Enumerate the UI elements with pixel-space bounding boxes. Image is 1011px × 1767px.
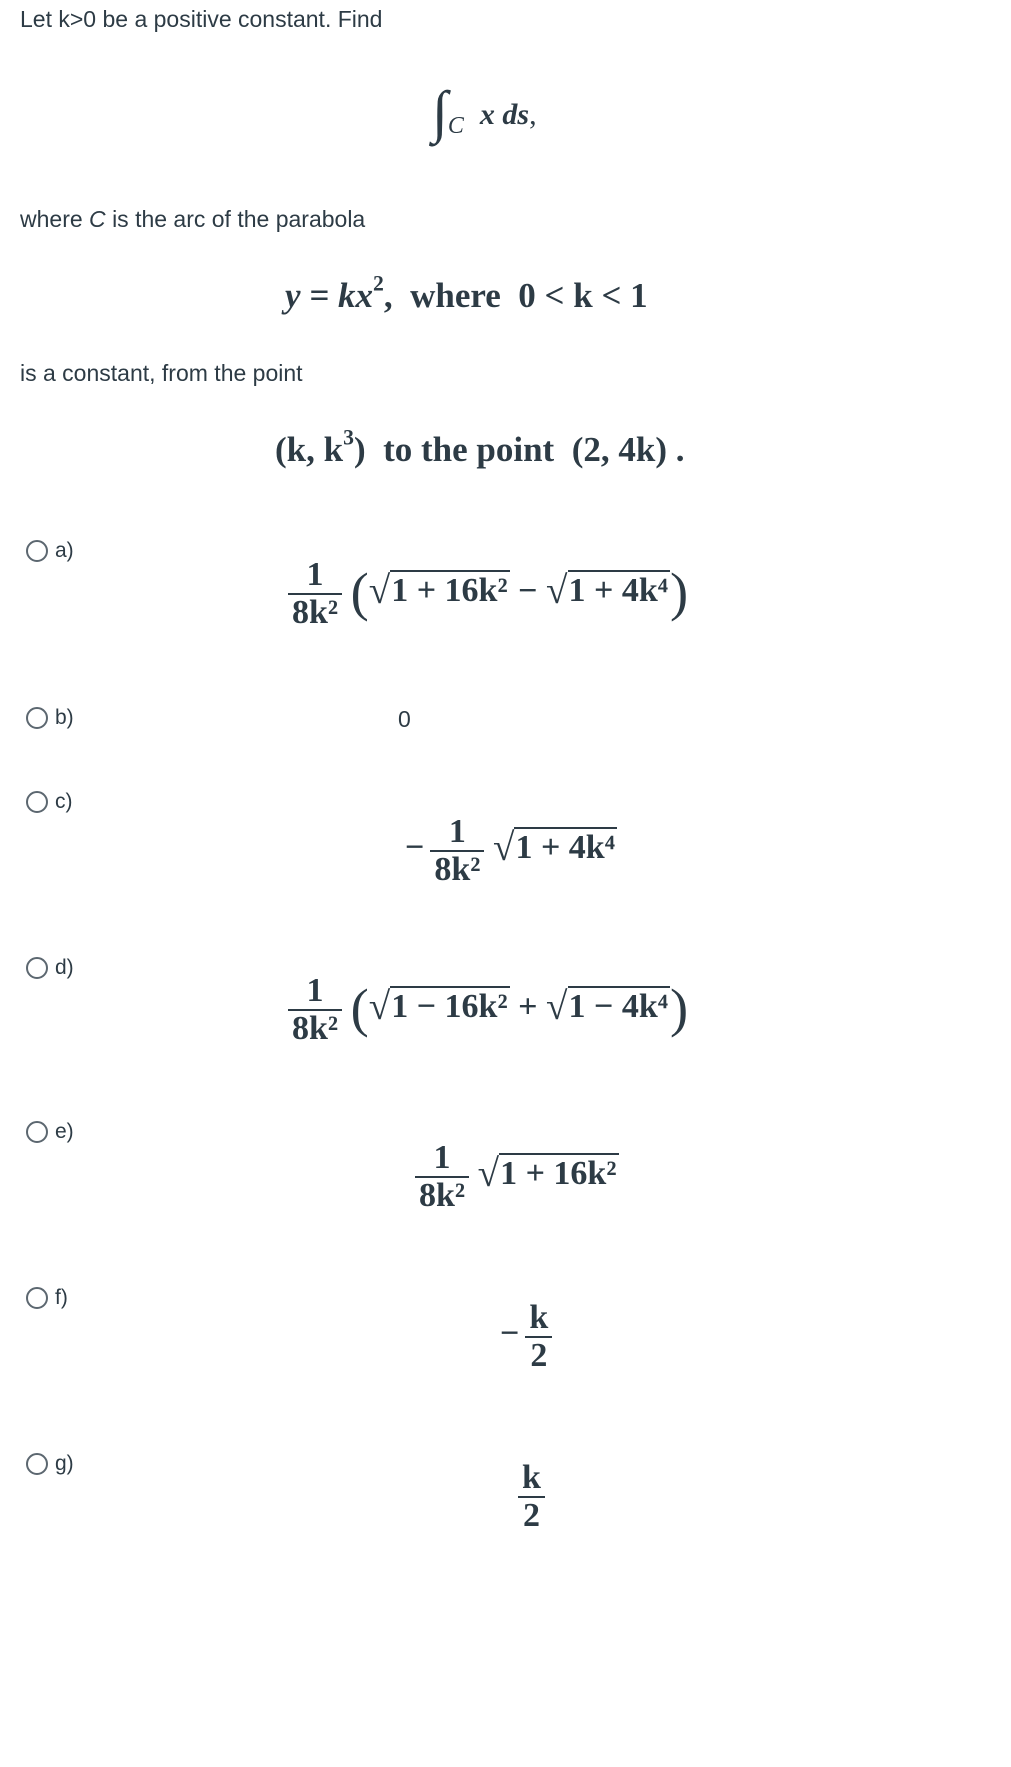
answer-f: − $\frac{k}{2}$ xyxy=(500,1300,552,1373)
answer-a: $\frac{1}{\text{8k²}}$ (√1 + 16k² − √1 + 4k⁴) xyxy=(288,557,688,630)
radio-button[interactable] xyxy=(26,791,48,813)
integral-sign: ∫ xyxy=(432,79,448,144)
option-b[interactable] xyxy=(26,706,74,730)
constant-text: is a constant, from the point xyxy=(20,360,303,386)
radio-button[interactable] xyxy=(26,540,48,562)
question-intro: Let k>0 be a positive constant. Find xyxy=(20,6,383,32)
option-label: a) xyxy=(55,539,74,562)
option-label: b) xyxy=(55,706,74,729)
option-c[interactable] xyxy=(26,790,73,814)
parabola-equation: $y = kx^2$, where 0 < k < 1 xyxy=(285,271,648,315)
radio-button[interactable] xyxy=(26,1453,48,1475)
option-label: g) xyxy=(55,1452,74,1475)
option-a[interactable] xyxy=(26,539,74,563)
option-label: d) xyxy=(55,956,74,979)
answer-c: − $\frac{1}{\text{8k²}}$ √1 + 4k⁴ xyxy=(405,813,615,888)
option-e[interactable] xyxy=(26,1120,74,1144)
radio-button[interactable] xyxy=(26,1287,48,1309)
where-text: where C is the arc of the parabola xyxy=(20,206,366,232)
option-label: c) xyxy=(55,790,73,813)
radio-button[interactable] xyxy=(26,957,48,979)
option-d[interactable] xyxy=(26,956,74,980)
answer-e: $\frac{1}{\text{8k²}}$ √1 + 16k² xyxy=(415,1140,619,1213)
option-g[interactable] xyxy=(26,1452,74,1476)
option-label: f) xyxy=(55,1286,68,1309)
answer-g: $\frac{k}{2}$ xyxy=(518,1460,545,1533)
integral-subscript: C xyxy=(447,113,464,140)
radio-button[interactable] xyxy=(26,707,48,729)
radio-button[interactable] xyxy=(26,1121,48,1143)
answer-d: $\frac{1}{\text{8k²}}$ (√1 − 16k² + √1 − 4k⁴) xyxy=(288,973,688,1046)
option-f[interactable] xyxy=(26,1286,68,1310)
option-label: e) xyxy=(55,1120,74,1143)
line-integral: $\int_C$ x ds, xyxy=(432,79,537,144)
endpoints: (k, $k^3$) to the point (2, 4k) . xyxy=(275,425,685,469)
integrand: x ds xyxy=(479,98,530,132)
answer-b: 0 xyxy=(398,706,411,732)
